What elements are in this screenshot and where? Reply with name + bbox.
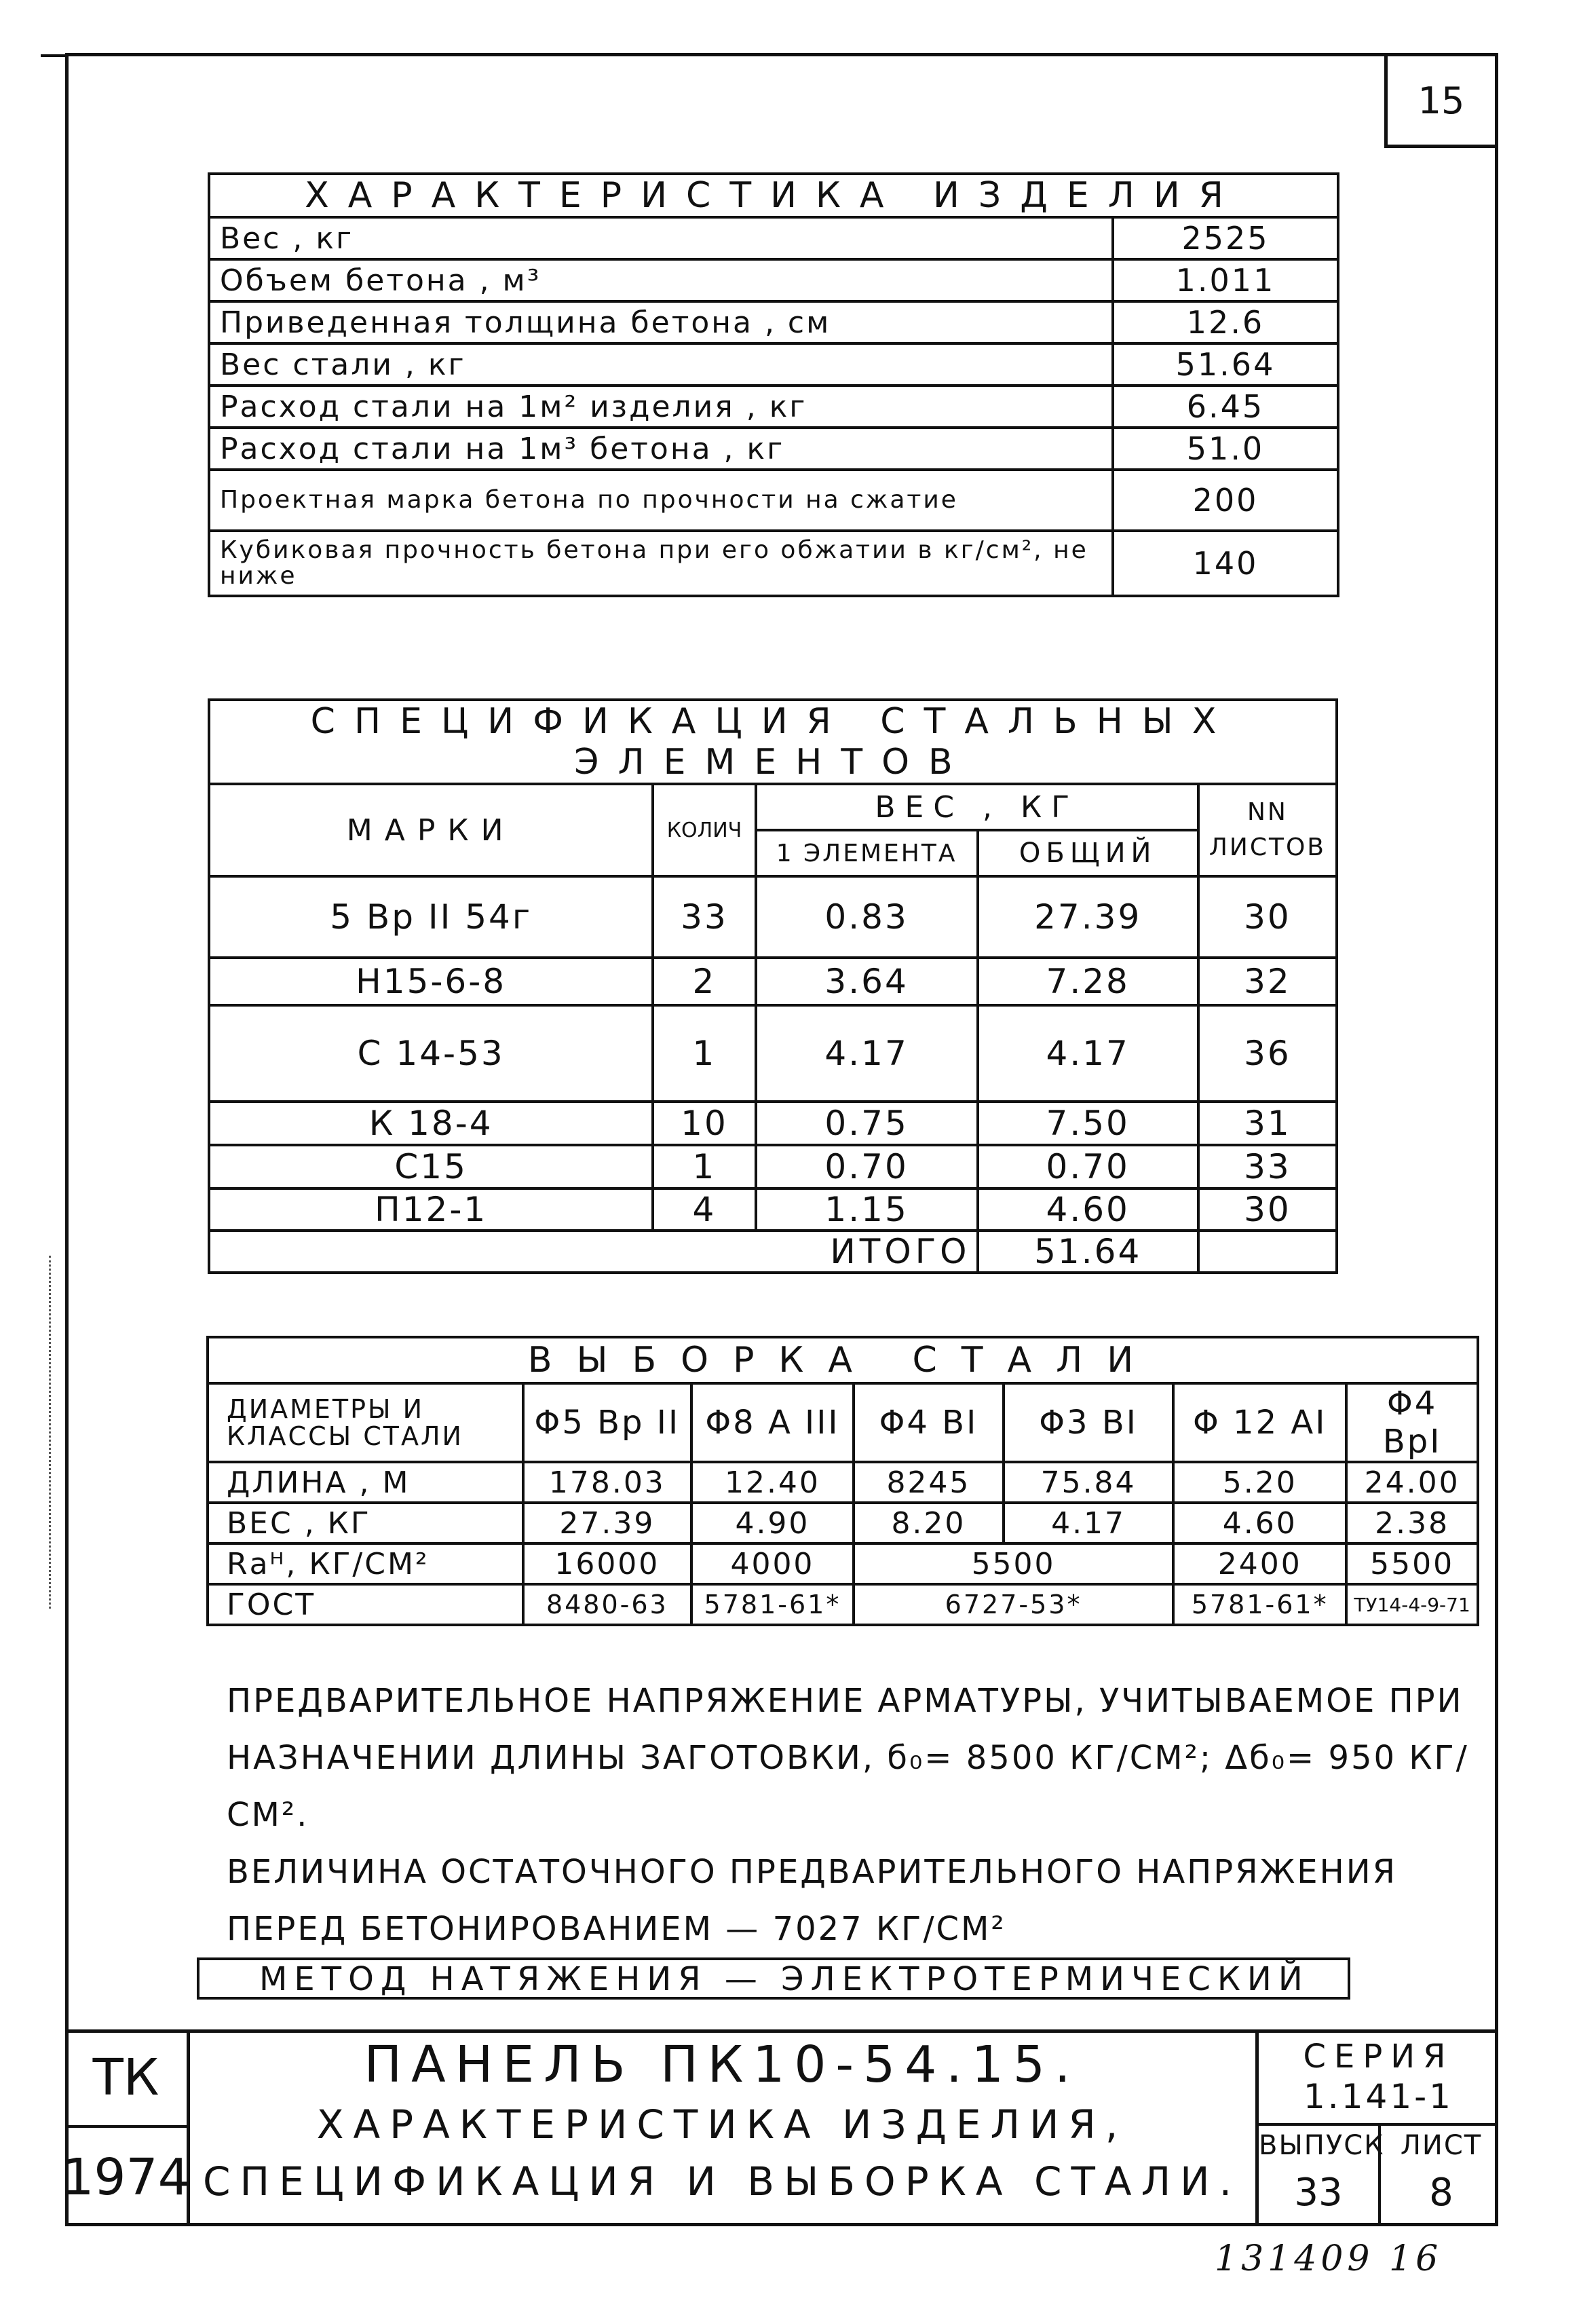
ra-cell: 4000 — [691, 1543, 854, 1584]
gost-cell: 6727-53* — [854, 1584, 1173, 1625]
row-label: Проектная марка бетона по прочности на сжатие — [209, 470, 1113, 531]
table-row — [209, 876, 1337, 958]
sheet-cell — [1381, 2126, 1502, 2226]
cell-qty: 2 — [653, 958, 755, 1005]
row-label: Кубиковая прочность бетона при его обжатии в кг/см², не ниже — [209, 531, 1113, 596]
row-label: Приведенная толщина бетона , см — [209, 301, 1113, 343]
table-row — [209, 1005, 1337, 1102]
steel-selection-caption: ВЫБОРКА СТАЛИ — [208, 1337, 1478, 1383]
ra-cell: 5500 — [1346, 1543, 1478, 1584]
cell-qty: 4 — [653, 1188, 755, 1231]
cell-qty: 33 — [653, 876, 755, 958]
note-line: ВЕЛИЧИНА ОСТАТОЧНОГО ПРЕДВАРИТЕЛЬНОГО НАПРЯЖЕНИЯ — [227, 1853, 1397, 1891]
gost-cell: 5781-61* — [1173, 1584, 1346, 1625]
col-header: Φ8 А III — [691, 1383, 854, 1462]
year: 1974 — [62, 2148, 190, 2207]
cell-sheet: 36 — [1198, 1005, 1337, 1102]
total-row — [209, 1231, 1337, 1273]
table-row — [208, 1584, 1478, 1625]
row-value: 140 — [1113, 531, 1338, 596]
length-cell: 178.03 — [523, 1462, 691, 1503]
cell-sheet: 30 — [1198, 1188, 1337, 1231]
table-row — [209, 301, 1338, 343]
table-row — [208, 1462, 1478, 1503]
cell-mark: П12-1 — [209, 1188, 653, 1231]
sheet-label: ЛИСТ — [1400, 2130, 1483, 2161]
row-label: Расход стали на 1м³ бетона , кг — [209, 428, 1113, 470]
col-header: Φ5 Вр II — [523, 1383, 691, 1462]
series-number: 1.141-1 — [1304, 2077, 1453, 2116]
length-cell: 12.40 — [691, 1462, 854, 1503]
note-line: НАЗНАЧЕНИИ ДЛИНЫ ЗАГОТОВКИ, б₀= 8500 КГ/СМ²; Δб₀= 950 КГ/СМ². — [227, 1739, 1469, 1834]
cell-per: 1.15 — [756, 1188, 978, 1231]
col-header: Φ4 ВрI — [1346, 1383, 1478, 1462]
side-stamp — [49, 1256, 58, 1609]
row-value: 1.011 — [1113, 259, 1338, 301]
steel-selection-table — [206, 1336, 1479, 1626]
cell-total: 4.17 — [978, 1005, 1198, 1102]
cell-mark: С 14-53 — [209, 1005, 653, 1102]
series-box — [1255, 2029, 1498, 2226]
cell-per: 3.64 — [756, 958, 978, 1005]
specification-table — [208, 698, 1338, 1274]
cell-total: 27.39 — [978, 876, 1198, 958]
table-row — [209, 1102, 1337, 1145]
cell-per: 0.70 — [756, 1145, 978, 1188]
cell-sheet: 32 — [1198, 958, 1337, 1005]
org-code: ТК — [65, 2029, 187, 2128]
row-label: ГОСТ — [208, 1584, 523, 1625]
cell-mark: Н15-6-8 — [209, 958, 653, 1005]
table-row — [209, 386, 1338, 428]
col-header: Φ4 ВI — [854, 1383, 1004, 1462]
cell-per: 0.75 — [756, 1102, 978, 1145]
cell-sheet: 30 — [1198, 876, 1337, 958]
row-label: Вес стали , кг — [209, 343, 1113, 386]
sheet-number: 15 — [1384, 53, 1498, 148]
row-label: ДЛИНА , М — [208, 1462, 523, 1503]
header-sheets: NN ЛИСТОВ — [1198, 784, 1337, 876]
issue-label: ВЫПУСК — [1259, 2130, 1385, 2161]
cell-per: 0.83 — [756, 876, 978, 958]
gost-cell: ТУ14-4-9-71 — [1346, 1584, 1478, 1625]
row-value: 51.0 — [1113, 428, 1338, 470]
drawing-title — [193, 2034, 1251, 2210]
total-label: ИТОГО — [209, 1231, 978, 1273]
cell-qty: 10 — [653, 1102, 755, 1145]
table-row — [209, 958, 1337, 1005]
length-cell: 8245 — [854, 1462, 1004, 1503]
weight-cell: 8.20 — [854, 1503, 1004, 1543]
frame-tick — [41, 54, 68, 57]
characteristics-table — [208, 172, 1339, 597]
prestress-note — [227, 1672, 1489, 1957]
table-row — [209, 531, 1338, 596]
row-label: Объем бетона , м³ — [209, 259, 1113, 301]
cell-total: 7.50 — [978, 1102, 1198, 1145]
header-marks: МАРКИ — [209, 784, 653, 876]
row-value: 6.45 — [1113, 386, 1338, 428]
cell-mark: С15 — [209, 1145, 653, 1188]
header-qty: КОЛИЧ — [653, 784, 755, 876]
header-per-element: 1 ЭЛЕМЕНТА — [756, 830, 978, 876]
table-row — [209, 470, 1338, 531]
row-label: Rаᴴ, КГ/СМ² — [208, 1543, 523, 1584]
cell-qty: 1 — [653, 1145, 755, 1188]
row-label: Вес , кг — [209, 217, 1113, 259]
length-cell: 24.00 — [1346, 1462, 1478, 1503]
tensioning-method: МЕТОД НАТЯЖЕНИЯ — ЭЛЕКТРОТЕРМИЧЕСКИЙ — [197, 1957, 1350, 2000]
ra-cell: 5500 — [854, 1543, 1173, 1584]
characteristics-caption: ХАРАКТЕРИСТИКА ИЗДЕЛИЯ — [209, 174, 1338, 217]
length-cell: 75.84 — [1004, 1462, 1173, 1503]
weight-cell: 2.38 — [1346, 1503, 1478, 1543]
total-empty — [1198, 1231, 1337, 1273]
header-total: ОБЩИЙ — [978, 830, 1198, 876]
note-line: ПЕРЕД БЕТОНИРОВАНИЕМ — 7027 КГ/СМ² — [227, 1910, 1006, 1948]
weight-cell: 4.60 — [1173, 1503, 1346, 1543]
title-line: ПАНЕЛЬ ПК10-54.15. — [364, 2036, 1080, 2094]
cell-mark: К 18-4 — [209, 1102, 653, 1145]
row-value: 200 — [1113, 470, 1338, 531]
title-line: ХАРАКТЕРИСТИКА ИЗДЕЛИЯ, — [316, 2101, 1128, 2148]
cell-total: 7.28 — [978, 958, 1198, 1005]
series-label: СЕРИЯ — [1303, 2038, 1454, 2076]
table-row — [209, 259, 1338, 301]
cell-qty: 1 — [653, 1005, 755, 1102]
cell-per: 4.17 — [756, 1005, 978, 1102]
issue-cell — [1259, 2126, 1385, 2226]
total-value: 51.64 — [978, 1231, 1198, 1273]
specification-caption: СПЕЦИФИКАЦИЯ СТАЛЬНЫХ ЭЛЕМЕНТОВ — [209, 700, 1337, 784]
table-row — [209, 1145, 1337, 1188]
weight-cell: 4.90 — [691, 1503, 854, 1543]
issue-sheet-split — [1259, 2123, 1498, 2226]
row-label: Расход стали на 1м² изделия , кг — [209, 386, 1113, 428]
title-line: СПЕЦИФИКАЦИЯ И ВЫБОРКА СТАЛИ. — [202, 2158, 1242, 2205]
header-diameters: ДИАМЕТРЫ И КЛАССЫ СТАЛИ — [208, 1383, 523, 1462]
weight-cell: 27.39 — [523, 1503, 691, 1543]
row-value: 2525 — [1113, 217, 1338, 259]
cell-total: 4.60 — [978, 1188, 1198, 1231]
header-weight: ВЕС , КГ — [756, 784, 1198, 830]
cell-mark: 5 Вр II 54г — [209, 876, 653, 958]
gost-cell: 8480-63 — [523, 1584, 691, 1625]
table-row — [209, 217, 1338, 259]
table-row — [209, 343, 1338, 386]
col-header: Φ 12 АI — [1173, 1383, 1346, 1462]
gost-cell: 5781-61* — [691, 1584, 854, 1625]
row-value: 51.64 — [1113, 343, 1338, 386]
org-box — [62, 2029, 190, 2226]
weight-cell: 4.17 — [1004, 1503, 1173, 1543]
cell-sheet: 33 — [1198, 1145, 1337, 1188]
table-row — [209, 428, 1338, 470]
issue-value: 33 — [1294, 2171, 1343, 2215]
length-cell: 5.20 — [1173, 1462, 1346, 1503]
table-row — [208, 1503, 1478, 1543]
table-row — [208, 1543, 1478, 1584]
row-label: ВЕС , КГ — [208, 1503, 523, 1543]
sheet-value: 8 — [1429, 2171, 1453, 2215]
table-row — [209, 1188, 1337, 1231]
ra-cell: 16000 — [523, 1543, 691, 1584]
col-header: Φ3 ВI — [1004, 1383, 1173, 1462]
cell-total: 0.70 — [978, 1145, 1198, 1188]
cell-sheet: 31 — [1198, 1102, 1337, 1145]
row-value: 12.6 — [1113, 301, 1338, 343]
handwritten-number: 131409 16 — [1215, 2238, 1443, 2279]
ra-cell: 2400 — [1173, 1543, 1346, 1584]
note-line: ПРЕДВАРИТЕЛЬНОЕ НАПРЯЖЕНИЕ АРМАТУРЫ, УЧИТЫВАЕМОЕ ПРИ — [227, 1682, 1464, 1720]
